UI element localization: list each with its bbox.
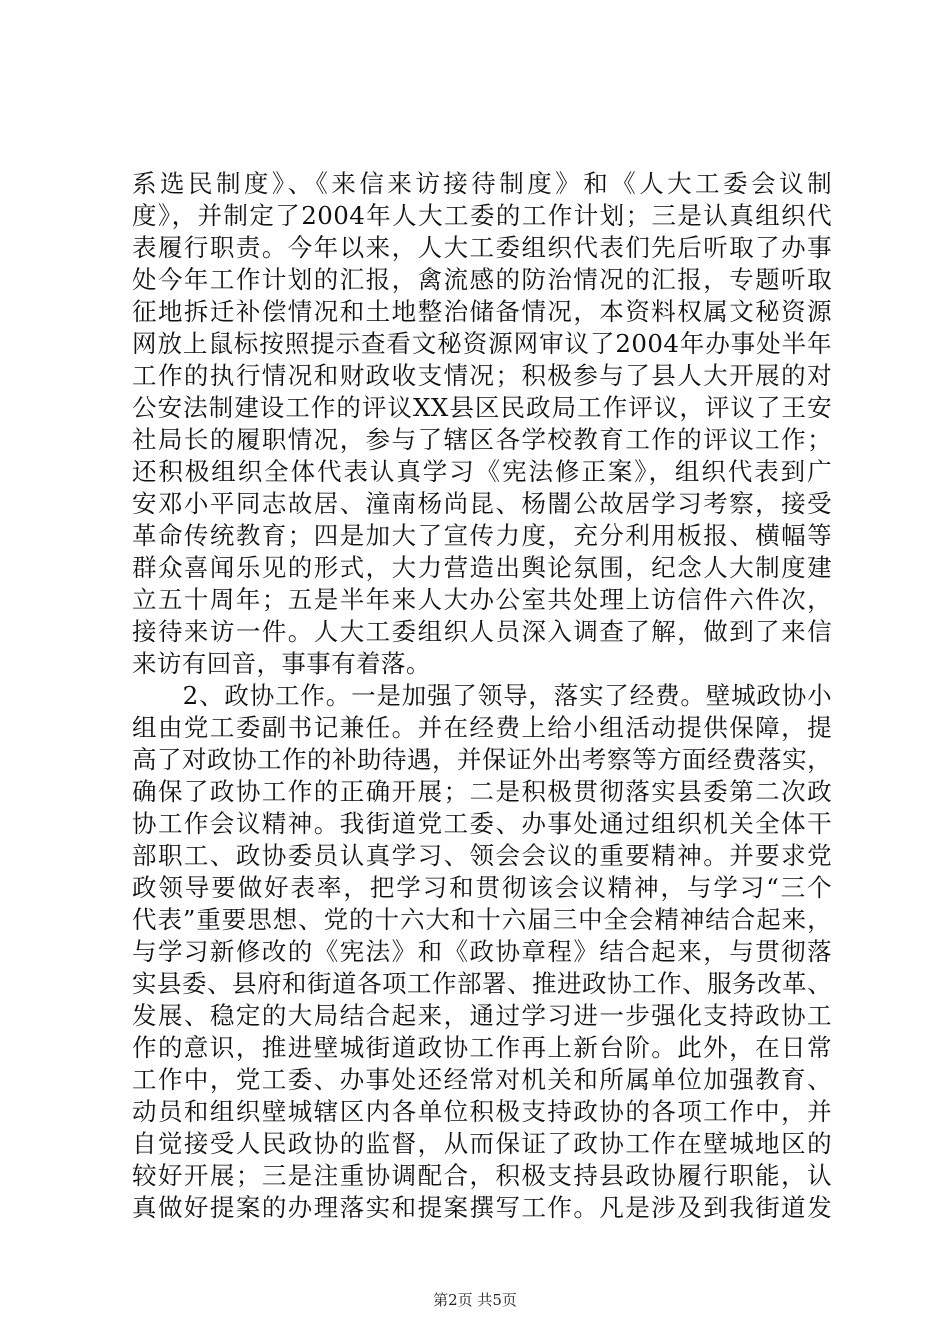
text-line: 立五十周年；五是半年来人大办公室共处理上访信件六件次， xyxy=(132,585,832,614)
text-line: 与学习新修改的《宪法》和《政协章程》结合起来，与贯彻落 xyxy=(132,937,832,966)
text-line: 接待来访一件。人大工委组织人员深入调查了解，做到了来信 xyxy=(132,617,832,646)
text-line: 来访有回音，事事有着落。 xyxy=(132,649,431,678)
text-line: 网放上鼠标按照提示查看文秘资源网审议了2004年办事处半年 xyxy=(132,329,832,358)
text-line: 确保了政协工作的正确开展；二是积极贯彻落实县委第二次政 xyxy=(132,777,832,806)
text-line: 协工作会议精神。我街道党工委、办事处通过组织机关全体干 xyxy=(132,809,832,838)
text-line: 安邓小平同志故居、潼南杨尚昆、杨闇公故居学习考察，接受 xyxy=(132,489,832,518)
text-line: 代表”重要思想、党的十六大和十六届三中全会精神结合起来， xyxy=(132,905,832,934)
text-line: 工作的执行情况和财政收支情况；积极参与了县人大开展的对 xyxy=(132,361,832,390)
text-line: 度》，并制定了2004年人大工委的工作计划；三是认真组织代 xyxy=(132,201,832,230)
text-line: 动员和组织壁城辖区内各单位积极支持政协的各项工作中，并 xyxy=(132,1097,832,1126)
text-line: 还积极组织全体代表认真学习《宪法修正案》，组织代表到广 xyxy=(132,457,832,486)
text-line: 系选民制度》、《来信来访接待制度》和《人大工委会议制 xyxy=(132,169,832,198)
text-line: 工作中，党工委、办事处还经常对机关和所属单位加强教育、 xyxy=(132,1065,832,1094)
page-number-footer: 第2页 共5页 xyxy=(433,1291,517,1309)
text-line: 较好开展；三是注重协调配合，积极支持县政协履行职能，认 xyxy=(132,1161,832,1190)
text-line: 实县委、县府和街道各项工作部署、推进政协工作、服务改革、 xyxy=(132,969,832,998)
text-line: 2、政协工作。一是加强了领导，落实了经费。壁城政协小 xyxy=(132,681,832,710)
text-line: 组由党工委副书记兼任。并在经费上给小组活动提供保障，提 xyxy=(132,713,832,742)
text-line: 自觉接受人民政协的监督，从而保证了政协工作在壁城地区的 xyxy=(132,1129,832,1158)
text-line: 征地拆迁补偿情况和土地整治储备情况，本资料权属文秘资源 xyxy=(132,297,832,326)
text-line: 表履行职责。今年以来，人大工委组织代表们先后听取了办事 xyxy=(132,233,832,262)
text-line: 部职工、政协委员认真学习、领会会议的重要精神。并要求党 xyxy=(132,841,832,870)
text-line: 作的意识，推进壁城街道政协工作再上新台阶。此外，在日常 xyxy=(132,1033,832,1062)
text-line: 处今年工作计划的汇报，禽流感的防治情况的汇报，专题听取 xyxy=(132,265,832,294)
text-line: 真做好提案的办理落实和提案撰写工作。凡是涉及到我街道发 xyxy=(132,1193,832,1222)
text-line: 革命传统教育；四是加大了宣传力度，充分利用板报、横幅等 xyxy=(132,521,832,550)
text-line: 公安法制建设工作的评议XX县区民政局工作评议，评议了王安 xyxy=(132,393,832,422)
text-line: 群众喜闻乐见的形式，大力营造出舆论氛围，纪念人大制度建 xyxy=(132,553,832,582)
body-text xyxy=(132,168,832,1224)
text-line: 发展、稳定的大局结合起来，通过学习进一步强化支持政协工 xyxy=(132,1001,832,1030)
text-line: 政领导要做好表率，把学习和贯彻该会议精神，与学习“三个 xyxy=(132,873,832,902)
text-line: 高了对政协工作的补助待遇，并保证外出考察等方面经费落实， xyxy=(132,745,832,774)
text-line: 社局长的履职情况，参与了辖区各学校教育工作的评议工作； xyxy=(132,425,832,454)
